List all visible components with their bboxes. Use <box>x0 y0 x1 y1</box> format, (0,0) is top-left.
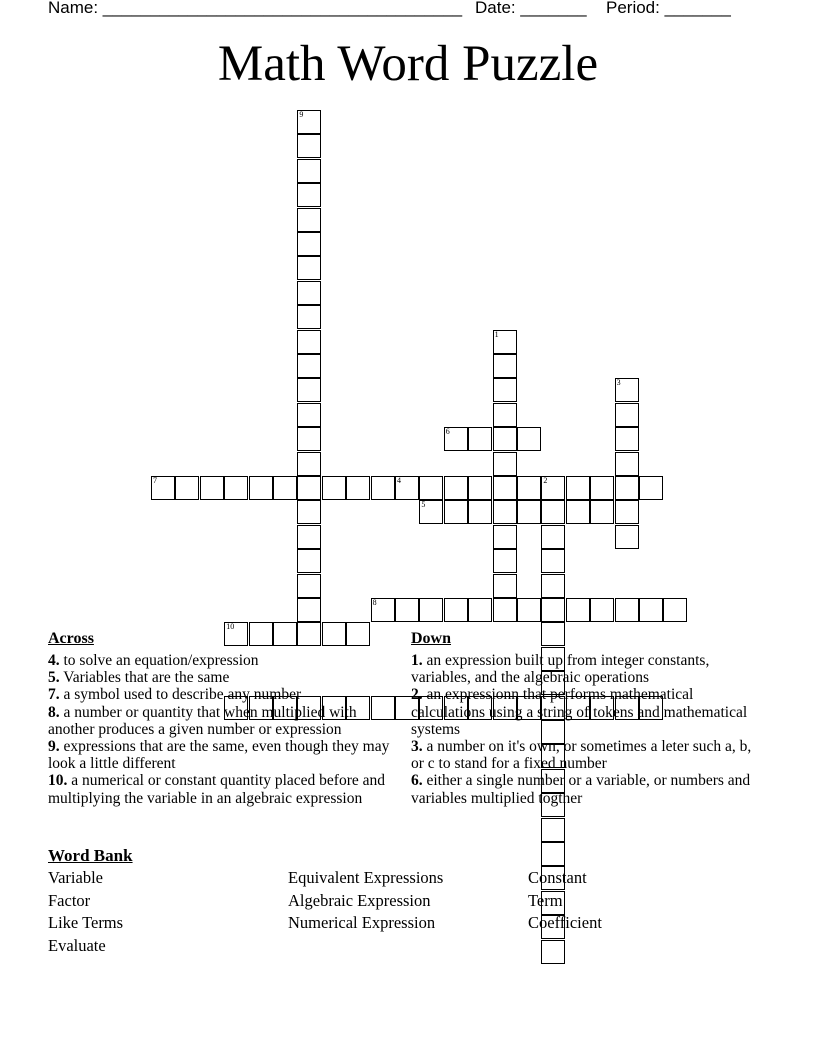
clue-number: 4. <box>48 652 60 669</box>
crossword-cell[interactable] <box>444 476 468 500</box>
crossword-cell[interactable] <box>297 354 321 378</box>
date-field[interactable]: Date: _______ <box>475 0 587 17</box>
across-clue-list <box>48 652 404 807</box>
crossword-cell[interactable] <box>297 378 321 402</box>
crossword-cell[interactable] <box>493 354 517 378</box>
clue-text: to solve an equation/expression <box>59 652 259 669</box>
crossword-cell[interactable] <box>175 476 199 500</box>
crossword-cell[interactable] <box>493 378 517 402</box>
crossword-cell[interactable] <box>468 476 492 500</box>
crossword-cell[interactable] <box>493 476 517 500</box>
clue-number: 8. <box>48 703 60 721</box>
crossword-cell[interactable] <box>297 281 321 305</box>
crossword-cell[interactable] <box>541 598 565 622</box>
clue-text: a symbol used to describe any number <box>59 686 302 704</box>
clue-number: 3 <box>616 378 621 388</box>
crossword-cell[interactable] <box>517 500 541 524</box>
word-bank-item: Factor <box>48 890 91 910</box>
crossword-cell[interactable] <box>297 305 321 329</box>
crossword-cell[interactable] <box>444 598 468 622</box>
crossword-cell[interactable] <box>297 183 321 207</box>
crossword-cell[interactable] <box>615 598 639 622</box>
word-bank-item: Like Terms <box>48 913 124 933</box>
across-clues <box>48 630 404 807</box>
across-clue <box>48 652 404 669</box>
crossword-cell[interactable] <box>297 525 321 549</box>
clue-text: a number or quantity that when multiplied with another produces a given number or expression <box>48 703 357 738</box>
clue-text: an expressionn that performs mathematical calculations using a string of tokens and mathematical systems <box>411 686 748 738</box>
down-clue <box>411 738 761 772</box>
crossword-cell[interactable] <box>200 476 224 500</box>
clue-number: 7. <box>48 686 60 704</box>
crossword-cell[interactable] <box>371 476 395 500</box>
word-bank-item: Term <box>528 890 563 910</box>
word-bank-item: Numerical Expression <box>288 913 436 933</box>
clue-number: 1 <box>494 329 499 339</box>
down-clue <box>411 686 761 738</box>
crossword-cell[interactable] <box>297 256 321 280</box>
period-field[interactable]: Period: _______ <box>606 0 731 17</box>
word-bank-item: Variable <box>48 868 103 887</box>
down-clues <box>411 630 761 807</box>
crossword-cell[interactable] <box>297 134 321 158</box>
down-clue <box>411 652 761 686</box>
clue-text: Variables that are the same <box>59 669 230 687</box>
crossword-cell[interactable] <box>297 574 321 598</box>
crossword-cell[interactable] <box>590 500 614 524</box>
crossword-cell[interactable] <box>249 476 273 500</box>
across-clue <box>48 704 404 738</box>
crossword-cell[interactable] <box>273 476 297 500</box>
word-bank-item: Algebraic Expression <box>288 890 431 910</box>
crossword-cell[interactable] <box>493 330 517 354</box>
crossword-cell[interactable] <box>468 500 492 524</box>
down-clue <box>411 772 761 806</box>
crossword-cell[interactable] <box>615 476 639 500</box>
crossword-cell[interactable] <box>419 476 443 500</box>
crossword-cell[interactable] <box>566 476 590 500</box>
clue-number: 5 <box>421 500 426 510</box>
word-bank-item: Equivalent Expressions <box>288 868 444 887</box>
crossword-cell[interactable] <box>615 403 639 427</box>
crossword-cell[interactable] <box>639 476 663 500</box>
name-field[interactable]: Name: ______________________________________ <box>48 0 463 17</box>
word-bank-item: Coefficient <box>528 913 602 933</box>
crossword-cell[interactable] <box>395 476 419 500</box>
clue-number: 2 <box>543 476 548 485</box>
crossword-cell[interactable] <box>297 330 321 354</box>
crossword-cell[interactable] <box>297 476 321 500</box>
crossword-cell[interactable] <box>541 574 565 598</box>
clue-number: 9 <box>299 110 304 119</box>
crossword-cell[interactable] <box>493 403 517 427</box>
word-bank-column-3 <box>528 867 758 935</box>
clue-number: 3. <box>411 738 423 756</box>
crossword-cell[interactable] <box>493 525 517 549</box>
across-clue <box>48 738 404 772</box>
crossword-cell[interactable] <box>541 476 565 500</box>
crossword-cell[interactable] <box>590 598 614 622</box>
crossword-cell[interactable] <box>151 476 175 500</box>
crossword-cell[interactable] <box>444 500 468 524</box>
crossword-cell[interactable] <box>493 452 517 476</box>
crossword-cell[interactable] <box>297 549 321 573</box>
crossword-cell[interactable] <box>541 500 565 524</box>
crossword-cell[interactable] <box>541 940 565 964</box>
crossword-cell[interactable] <box>371 598 395 622</box>
crossword-cell[interactable] <box>639 598 663 622</box>
crossword-cell[interactable] <box>419 598 443 622</box>
down-clue-list <box>411 652 761 807</box>
clue-number: 7 <box>153 476 157 485</box>
crossword-cell[interactable] <box>493 500 517 524</box>
crossword-cell[interactable] <box>322 476 346 500</box>
crossword-cell[interactable] <box>224 476 248 500</box>
crossword-cell[interactable] <box>493 427 517 451</box>
crossword-cell[interactable] <box>468 427 492 451</box>
crossword-cell[interactable] <box>395 598 419 622</box>
page-title: Math Word Puzzle <box>217 36 599 92</box>
crossword-cell[interactable] <box>297 208 321 232</box>
crossword-cell[interactable] <box>541 549 565 573</box>
crossword-cell[interactable] <box>541 525 565 549</box>
clue-number: 5. <box>48 669 60 687</box>
crossword-cell[interactable] <box>493 574 517 598</box>
clue-number: 10. <box>48 772 68 790</box>
crossword-cell[interactable] <box>541 842 565 866</box>
down-heading: Down <box>411 630 452 647</box>
across-heading: Across <box>48 630 94 647</box>
clue-number: 2. <box>411 686 423 704</box>
crossword-cell[interactable] <box>566 500 590 524</box>
across-clue <box>48 669 404 686</box>
crossword-cell[interactable] <box>517 427 541 451</box>
clue-text: either a single number or a variable, or numbers and variables multiplied togther <box>411 772 751 807</box>
crossword-cell[interactable] <box>615 525 639 549</box>
crossword-cell[interactable] <box>615 427 639 451</box>
crossword-cell[interactable] <box>297 427 321 451</box>
crossword-cell[interactable] <box>663 598 687 622</box>
crossword-cell[interactable] <box>541 818 565 842</box>
word-bank-column-1 <box>48 867 278 957</box>
clue-number: 8 <box>372 598 377 607</box>
crossword-cell[interactable] <box>297 452 321 476</box>
crossword-cell[interactable] <box>590 476 614 500</box>
crossword-cell[interactable] <box>468 598 492 622</box>
clue-number: 1. <box>411 652 423 669</box>
word-bank-item: Constant <box>528 868 587 887</box>
crossword-cell[interactable] <box>517 476 541 500</box>
word-bank-item: Evaluate <box>48 935 106 955</box>
across-clue <box>48 686 404 703</box>
crossword-cell[interactable] <box>493 598 517 622</box>
across-clue <box>48 772 404 806</box>
crossword-cell[interactable] <box>297 232 321 256</box>
crossword-cell[interactable] <box>346 476 370 500</box>
clue-number: 6 <box>445 427 450 437</box>
crossword-cell[interactable] <box>297 110 321 134</box>
clue-number: 10 <box>226 622 235 632</box>
clue-text: an expression built up from integer constants, variables, and the algebraic operations <box>411 652 710 687</box>
crossword-cell[interactable] <box>493 549 517 573</box>
crossword-cell[interactable] <box>615 452 639 476</box>
crossword-cell[interactable] <box>297 500 321 524</box>
crossword-cell[interactable] <box>297 159 321 183</box>
crossword-cell[interactable] <box>517 598 541 622</box>
clue-text: expressions that are the same, even though they may look a little different <box>48 738 390 773</box>
crossword-cell[interactable] <box>615 378 639 402</box>
clue-number: 4 <box>397 476 401 485</box>
crossword-cell[interactable] <box>566 598 590 622</box>
word-bank-column-2 <box>288 867 518 935</box>
crossword-cell[interactable] <box>297 598 321 622</box>
clue-number: 6. <box>411 772 423 790</box>
crossword-cell[interactable] <box>297 403 321 427</box>
clue-text: a numerical or constant quantity placed before and multiplying the variable in an algebraic expression <box>48 772 385 807</box>
clue-number: 9. <box>48 738 60 756</box>
word-bank-heading: Word Bank <box>48 846 133 865</box>
crossword-cell[interactable] <box>419 500 443 524</box>
clue-text: a number on it's own, or sometimes a leter such a, b, or c to stand for a fixed number <box>411 738 752 773</box>
crossword-cell[interactable] <box>444 427 468 451</box>
crossword-cell[interactable] <box>615 500 639 524</box>
